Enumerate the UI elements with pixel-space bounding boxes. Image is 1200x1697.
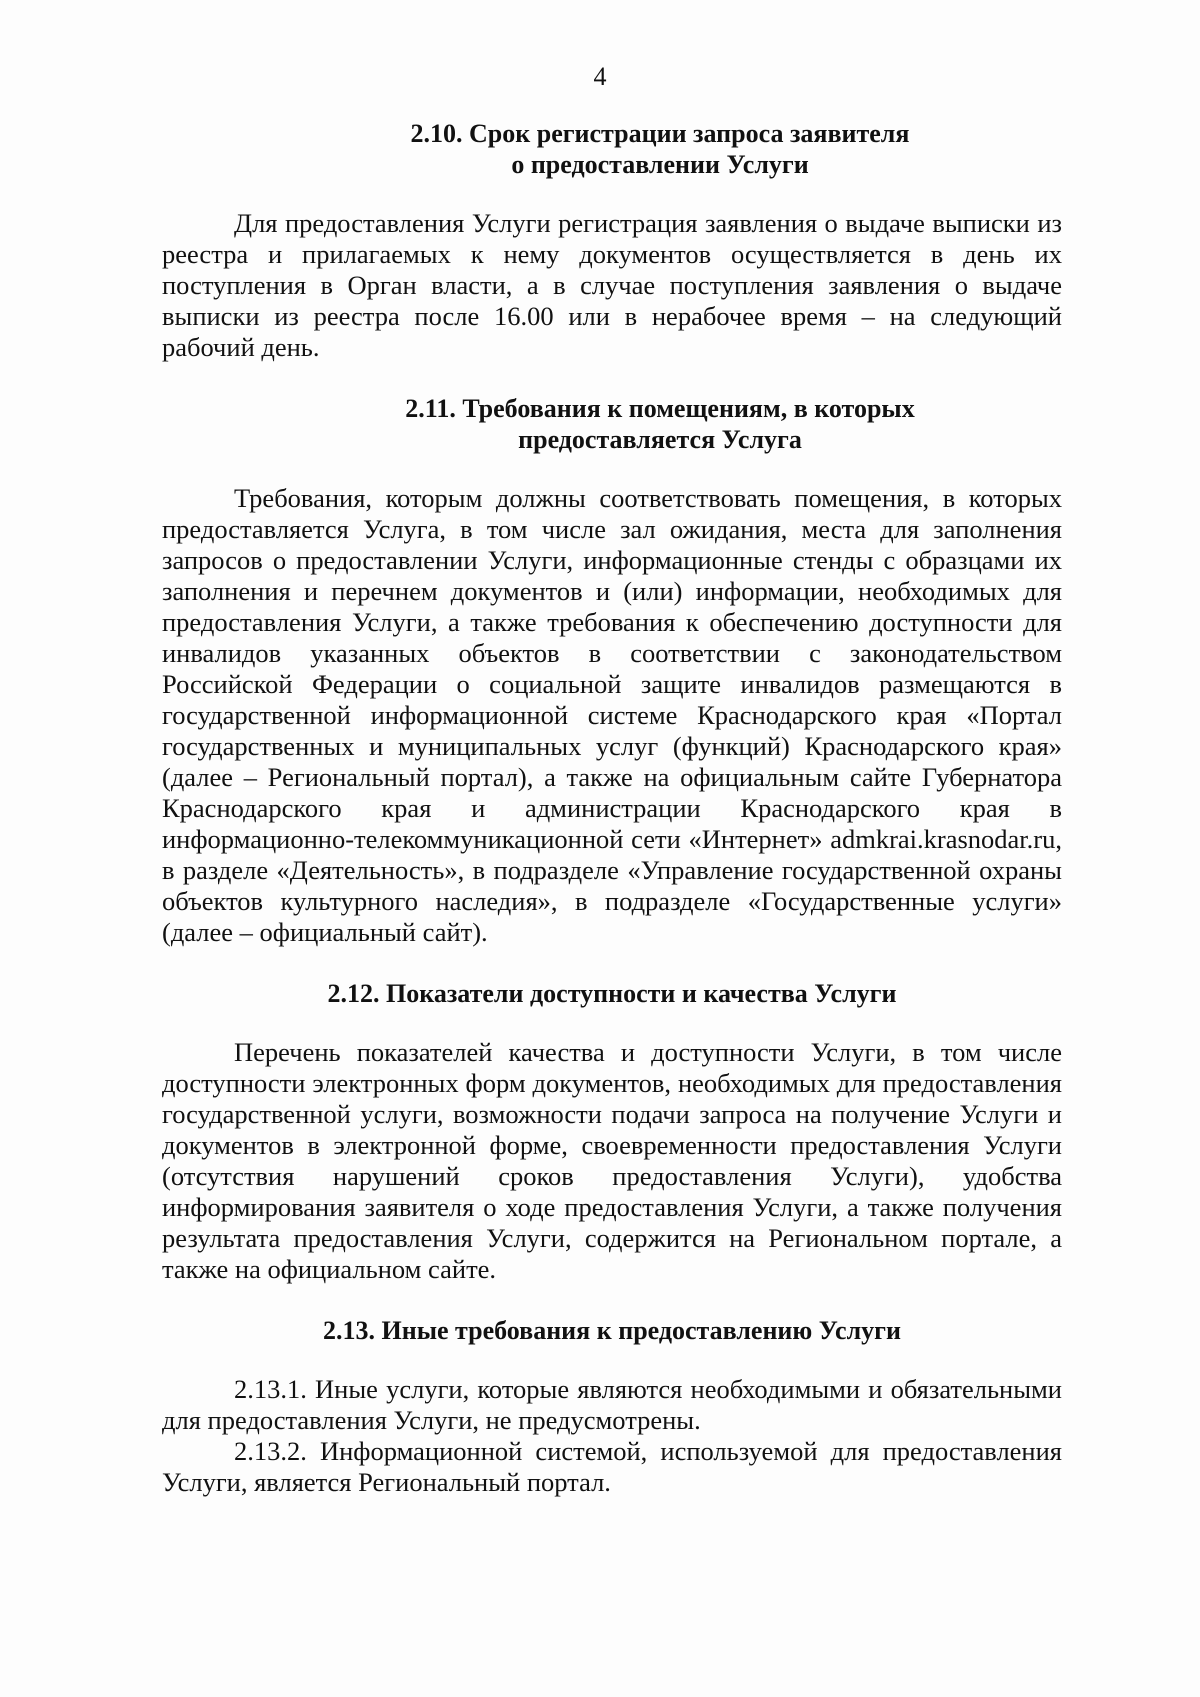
section-heading-2-13 — [162, 1315, 1062, 1346]
paragraph: Перечень показателей качества и доступности Услуги, в том числе доступности электронных форм документов, необходимых для предоставления государственной услуги, возможности подачи запроса на получение Услуги и документов в электронной форме, своевременности предоставления Услуги (отсутствия нарушений сроков предоставления Услуги), удобства информирования заявителя о ходе предоставления Услуги, а также получения результата предоставления Услуги, содержится на Региональном портале, а также на официальном сайте. — [162, 1037, 1062, 1284]
section-heading-2-12 — [162, 978, 1062, 1009]
heading-line: 2.10. Срок регистрации запроса заявителя — [410, 119, 910, 148]
paragraph: 2.13.2. Информационной системой, используемой для предоставления Услуги, является Региональный портал. — [162, 1436, 1062, 1497]
paragraph: Требования, которым должны соответствовать помещения, в которых предоставляется Услуга, в том числе зал ожидания, места для заполнения запросов о предоставлении Услуги, информационные стенды с образцами их заполнения и перечнем документов и (или) информации, необходимых для предоставления Услуги, а также требования к обеспечению доступности для инвалидов указанных объектов в соответствии с законодательством Российской Федерации о социальной защите инвалидов размещаются в государственной информационной системе Краснодарского края «Портал государственных и муниципальных услуг (функций) Краснодарского края» (далее – Региональный портал), а также на официальным сайте Губернатора Краснодарского края и администрации Краснодарского края в информационно-телекоммуникационной сети «Интернет» admkrai.krasnodar.ru, в разделе «Деятельность», в подразделе «Управление государственной охраны объектов культурного наследия», в подразделе «Государственные услуги» (далее – официальный сайт). — [162, 483, 1062, 947]
heading-line: о предоставлении Услуги — [511, 150, 809, 179]
document-body — [162, 118, 1062, 1498]
paragraph: Для предоставления Услуги регистрация заявления о выдаче выписки из реестра и прилагаемых к нему документов осуществляется в день их поступления в Орган власти, а в случае поступления заявления о выдаче выписки из реестра после 16.00 или в нерабочее время – на следующий рабочий день. — [162, 208, 1062, 362]
heading-line: 2.13. Иные требования к предоставлению Услуги — [323, 1316, 901, 1345]
paragraph: 2.13.1. Иные услуги, которые являются необходимыми и обязательными для предоставления Услуги, не предусмотрены. — [162, 1374, 1062, 1435]
section-heading-2-11 — [162, 393, 1062, 455]
section-heading-2-10 — [162, 118, 1062, 180]
heading-line: предоставляется Услуга — [518, 425, 802, 454]
heading-line: 2.12. Показатели доступности и качества Услуги — [327, 979, 897, 1008]
page-number: 4 — [593, 62, 607, 91]
heading-line: 2.11. Требования к помещениям, в которых — [405, 394, 915, 423]
